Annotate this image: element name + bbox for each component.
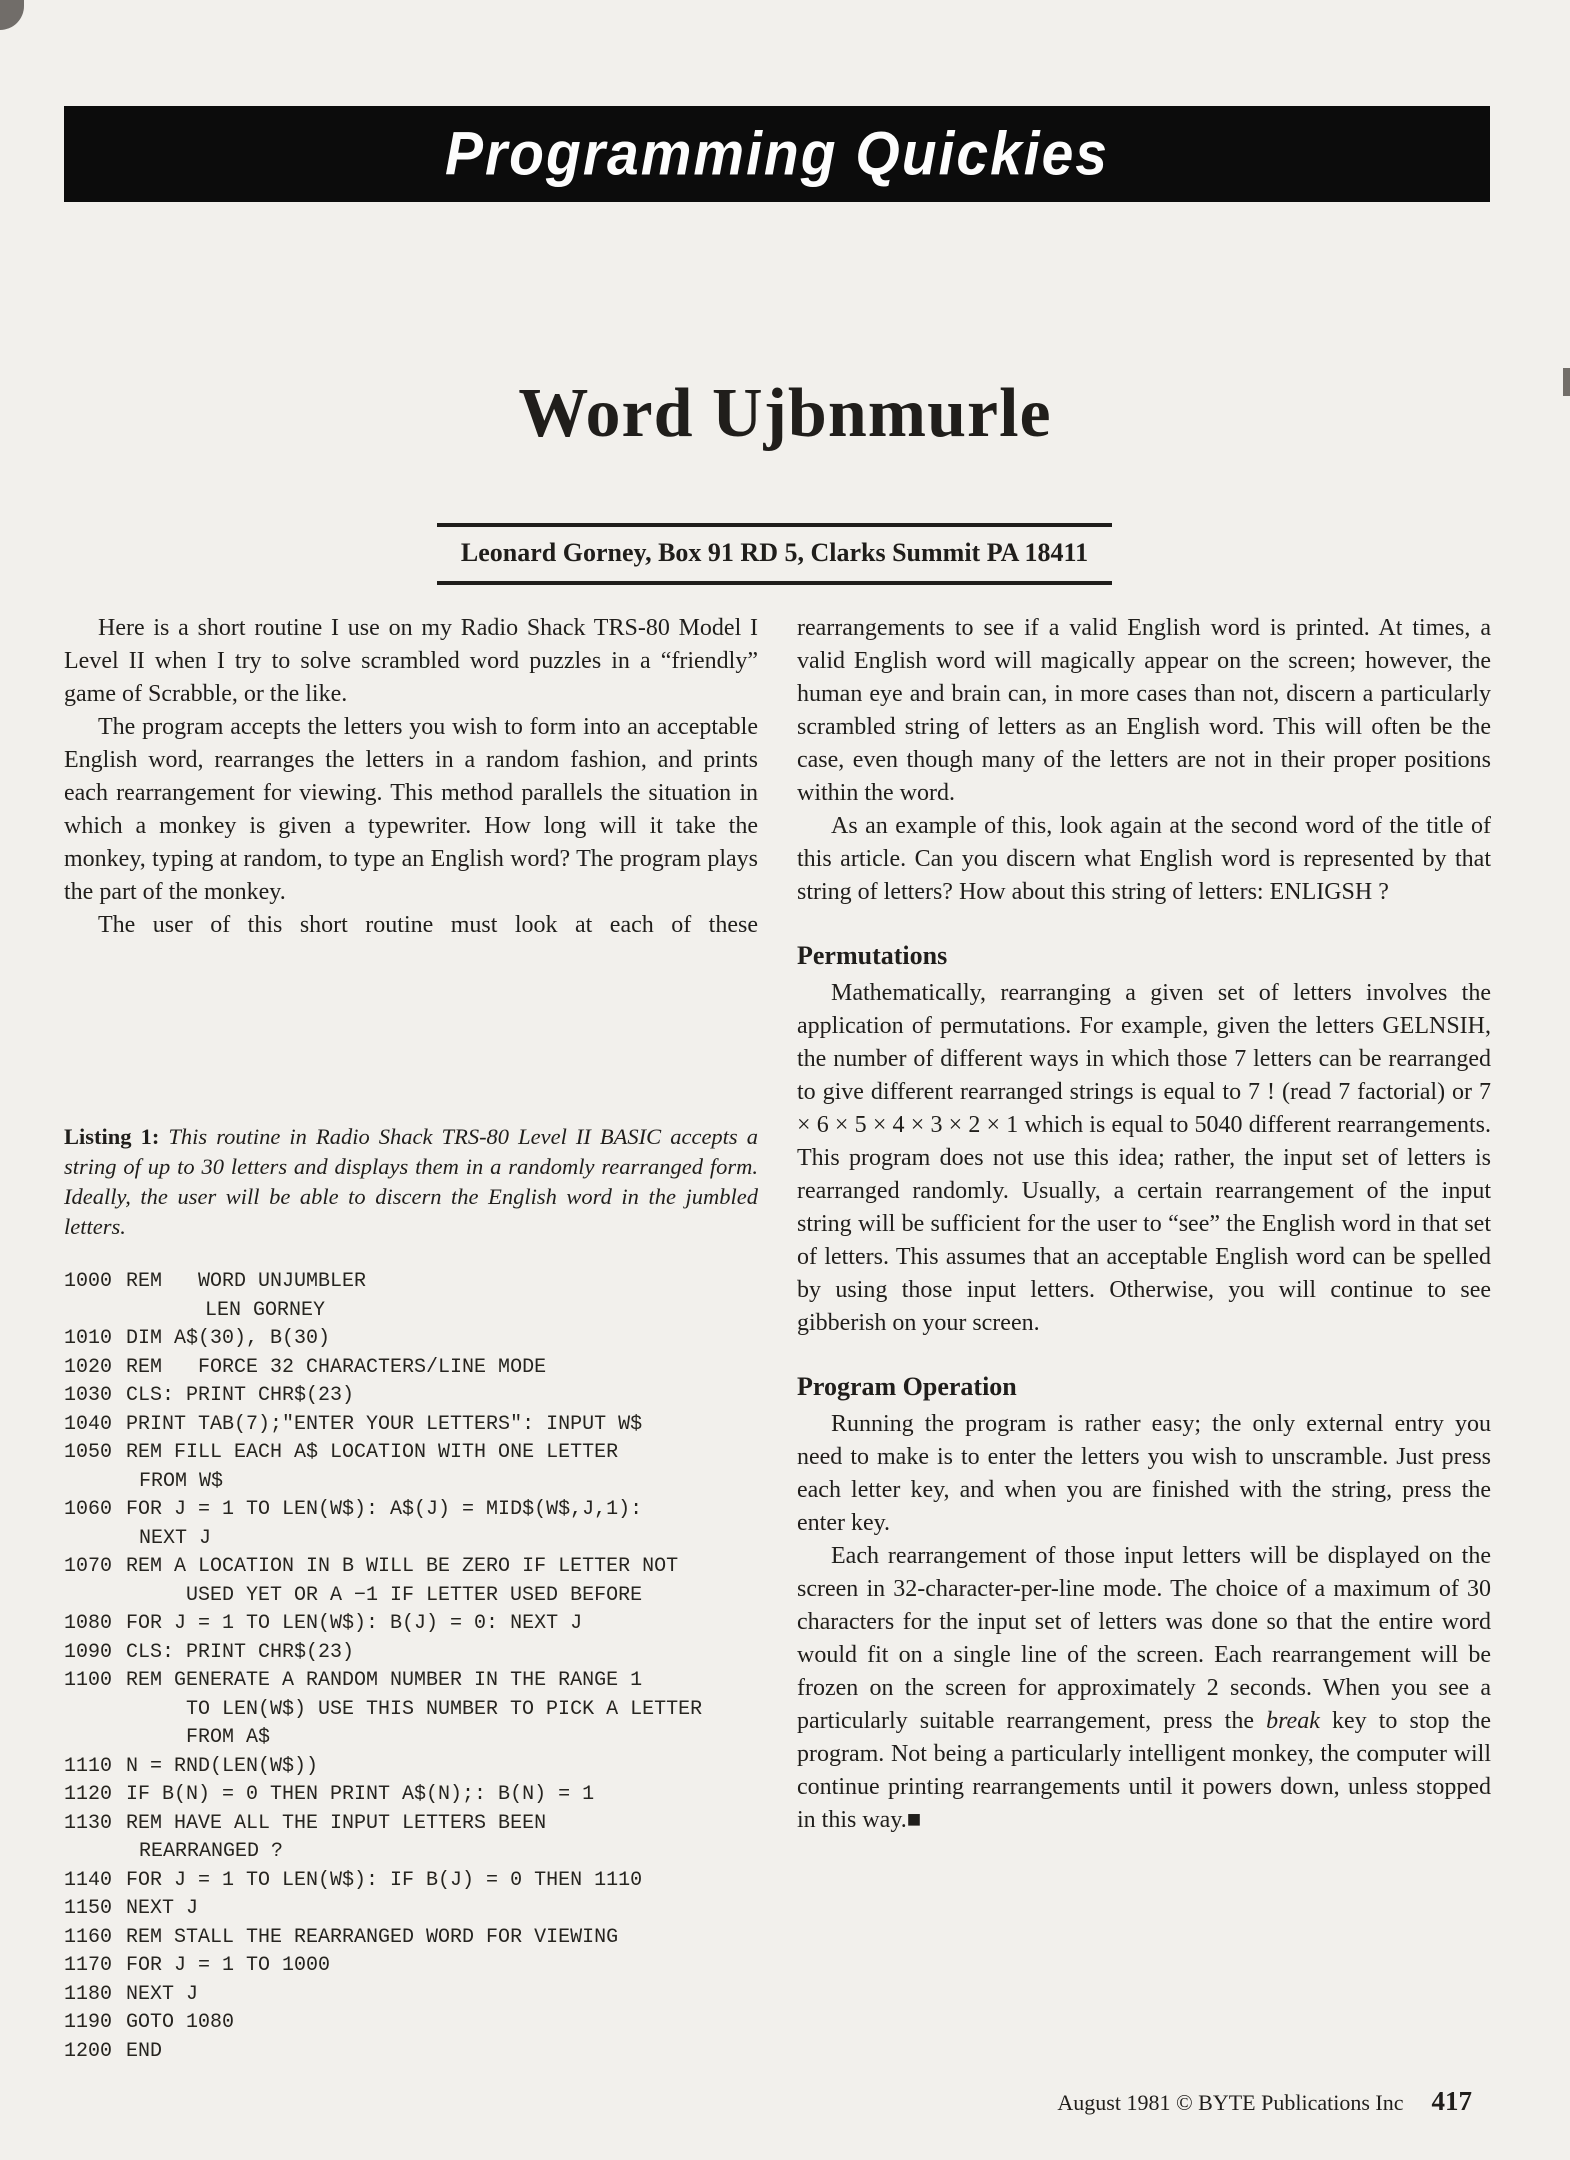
code-line <box>64 1297 770 1326</box>
code-line-number: 1070 <box>64 1555 113 1578</box>
listing-caption <box>64 1122 758 1242</box>
code-line-number: 1110 <box>64 1754 113 1778</box>
article-title: Word Ujbnmurle <box>518 375 1052 452</box>
code-line-text: FROM W$ <box>139 1469 224 1493</box>
paragraph: Running the program is rather easy; the only external entry you need to make is to enter the letters you wish to unscramble. Just press each letter key, and when you are finished with the string, press the enter key. <box>797 1411 1491 1536</box>
code-line <box>64 1639 770 1668</box>
code-line-number: 1200 <box>64 2039 113 2063</box>
code-line-text: FOR J = 1 TO LEN(W$): IF B(J) = 0 THEN 1110 <box>126 1868 643 1892</box>
code-line-text: NEXT J <box>139 1526 212 1550</box>
code-line <box>64 1496 770 1525</box>
code-line-text: CLS: PRINT CHR$(23) <box>126 1384 355 1407</box>
code-line-text: NEXT J <box>126 1897 199 1920</box>
code-line-text: REM FORCE 32 CHARACTERS/LINE MODE <box>126 1355 547 1379</box>
code-line-text: REM A LOCATION IN B WILL BE ZERO IF LETTER NOT <box>126 1555 679 1578</box>
code-line-number <box>64 1582 126 1611</box>
code-line-text: CLS: PRINT CHR$(23) <box>126 1640 355 1664</box>
code-line <box>64 1354 770 1383</box>
code-line <box>64 1952 770 1981</box>
paragraph: Here is a short routine I use on my Radio Shack TRS-80 Model I Level II when I try to solve scrambled word puzzles in a “friendly” game of Scrabble, or the like. <box>64 615 758 707</box>
section-heading-permutations: Permutations <box>797 941 948 970</box>
code-line <box>64 1753 770 1782</box>
paragraph-text: key to stop the program. Not being a particularly intelligent monkey, the computer will continue printing rearrangements until it powers down, unless stopped in this way. <box>797 1708 1491 1833</box>
byline: Leonard Gorney, Box 91 RD 5, Clarks Summit PA 18411 <box>437 523 1112 585</box>
listing-caption-label: Listing 1: <box>64 1124 160 1149</box>
code-line-number: 1020 <box>64 1355 113 1379</box>
code-line-text: FOR J = 1 TO 1000 <box>126 1954 331 1977</box>
code-line <box>64 1724 770 1753</box>
code-line <box>64 1268 770 1297</box>
page-footer <box>1057 2086 1472 2117</box>
code-line <box>64 1924 770 1953</box>
paragraph: Mathematically, rearranging a given set of letters involves the application of permutations. For example, given the letters GELNSIH, the number of different ways in which those 7 letters can be rearranged to give different rearranged strings is equal to 7 ! (read 7 factorial) or 7 × 6 × 5 × 4 × 3 × 2 × 1 which is equal to 5040 different rearrangements. This program does not use this idea; rather, the input set of letters is rearranged randomly. Usually, a certain rearrangement of the input string will be sufficient for the user to “see” the English word in that set of letters. This assumes that an acceptable English word can be spelled by using those input letters. Otherwise, you will continue to see gibberish on your screen. <box>797 980 1491 1336</box>
code-listing <box>64 1268 770 2066</box>
code-line <box>64 1867 770 1896</box>
scan-corner-artifact <box>0 0 24 30</box>
code-line-text: END <box>126 2039 163 2063</box>
right-column <box>797 612 1491 1837</box>
code-line-number: 1150 <box>64 1897 113 1920</box>
code-line-text: REM WORD UNJUMBLER <box>126 1270 367 1293</box>
code-line-number <box>64 1838 126 1867</box>
code-line-number: 1000 <box>64 1270 113 1293</box>
code-line-text: DIM A$(30), B(30) <box>126 1327 331 1350</box>
code-line <box>64 1439 770 1468</box>
code-line <box>64 1382 770 1411</box>
code-line-number: 1140 <box>64 1868 113 1892</box>
paragraph <box>797 1540 1491 1837</box>
code-line-number: 1090 <box>64 1640 113 1664</box>
code-line <box>64 1411 770 1440</box>
code-line-number: 1180 <box>64 1982 113 2006</box>
code-line-number: 1050 <box>64 1441 113 1464</box>
code-line <box>64 2038 770 2067</box>
article-end-mark: ■ <box>906 1807 922 1833</box>
code-line-number: 1060 <box>64 1498 113 1521</box>
code-line <box>64 1810 770 1839</box>
code-line <box>64 1468 770 1497</box>
code-line-number: 1170 <box>64 1954 113 1977</box>
code-line-number: 1120 <box>64 1783 113 1806</box>
code-line <box>64 1838 770 1867</box>
paragraph: rearrangements to see if a valid English word is printed. At times, a valid English word will magically appear on the screen; however, the human eye and brain can, in more cases than not, discern a particularly scrambled string of letters as an English word. This will often be the case, even though many of the letters are not in their proper positions within the word. <box>797 615 1491 806</box>
code-line-number <box>64 1468 126 1497</box>
code-line-number: 1080 <box>64 1612 113 1635</box>
code-line <box>64 1981 770 2010</box>
code-line <box>64 1553 770 1582</box>
left-column <box>64 612 758 942</box>
paragraph-text: Each rearrangement of those input letters will be displayed on the screen in 32-character-per-line mode. The choice of a maximum of 30 characters for the input set of letters was done so that the entire word would fit on a single line of the screen. Each rearrangement will be frozen on the screen for approximately 2 seconds. When you see a particularly suitable rearrangement, press the <box>797 1543 1491 1734</box>
code-line-text: N = RND(LEN(W$)) <box>126 1754 319 1778</box>
code-line-text: FROM A$ <box>186 1726 271 1749</box>
break-key-emphasis: break <box>1266 1708 1320 1734</box>
code-line-number: 1130 <box>64 1811 113 1835</box>
code-line-text: FOR J = 1 TO LEN(W$): B(J) = 0: NEXT J <box>126 1612 583 1635</box>
code-line-number: 1100 <box>64 1669 113 1692</box>
page-number: 417 <box>1431 2086 1472 2116</box>
code-line-number <box>64 1696 126 1725</box>
code-line-text: PRINT TAB(7);"ENTER YOUR LETTERS": INPUT W$ <box>126 1412 643 1436</box>
listing-caption-text: This routine in Radio Shack TRS-80 Level II BASIC accepts a string of up to 30 letters and displays them in a randomly rearranged form. Ideally, the user will be able to discern the English word in the jumbled letters. <box>64 1124 758 1239</box>
section-banner <box>64 106 1490 202</box>
code-line-text: GOTO 1080 <box>126 2011 235 2034</box>
code-line-number <box>64 1724 126 1753</box>
code-line-number: 1030 <box>64 1384 113 1407</box>
code-line <box>64 1781 770 1810</box>
code-line-number <box>64 1525 126 1554</box>
code-line <box>64 2009 770 2038</box>
code-line-number <box>64 1297 126 1326</box>
code-line <box>64 1696 770 1725</box>
section-banner-label: Programming Quickies <box>444 119 1110 189</box>
paragraph: The program accepts the letters you wish to form into an acceptable English word, rearranges the letters in a random fashion, and prints each rearrangement for viewing. This method parallels the situation in which a monkey is given a typewriter. How long will it take the monkey, typing at random, to type an English word? The program plays the part of the monkey. <box>64 714 758 905</box>
code-line-text: FOR J = 1 TO LEN(W$): A$(J) = MID$(W$,J,1): <box>126 1498 643 1521</box>
code-line-text: USED YET OR A −1 IF LETTER USED BEFORE <box>186 1583 643 1607</box>
code-line <box>64 1667 770 1696</box>
paragraph: The user of this short routine must look at each of these <box>98 912 758 938</box>
code-line-number: 1160 <box>64 1925 113 1949</box>
code-line-text: REM FILL EACH A$ LOCATION WITH ONE LETTER <box>126 1441 619 1464</box>
paragraph: As an example of this, look again at the second word of the title of this article. Can you discern what English word is represented by that string of letters? How about this string of letters: ENLIGSH ? <box>797 813 1491 905</box>
code-line-text: LEN GORNEY <box>205 1298 326 1322</box>
code-line-text: REM GENERATE A RANDOM NUMBER IN THE RANGE 1 <box>126 1669 643 1692</box>
code-line <box>64 1325 770 1354</box>
code-line-text: NEXT J <box>126 1982 199 2006</box>
code-line-text: TO LEN(W$) USE THIS NUMBER TO PICK A LETTER <box>186 1697 703 1721</box>
code-line-text: REM HAVE ALL THE INPUT LETTERS BEEN <box>126 1811 547 1835</box>
footer-credit: August 1981 © BYTE Publications Inc <box>1057 2090 1404 2115</box>
code-line-text: IF B(N) = 0 THEN PRINT A$(N);: B(N) = 1 <box>126 1783 595 1806</box>
section-heading-program-operation: Program Operation <box>797 1372 1017 1401</box>
code-line <box>64 1895 770 1924</box>
code-line <box>64 1582 770 1611</box>
code-line <box>64 1525 770 1554</box>
code-line-number: 1010 <box>64 1327 113 1350</box>
code-line-number: 1040 <box>64 1412 113 1436</box>
code-line-text: REARRANGED ? <box>139 1840 284 1863</box>
code-line-number: 1190 <box>64 2011 113 2034</box>
code-line-text: REM STALL THE REARRANGED WORD FOR VIEWING <box>126 1925 619 1949</box>
code-line <box>64 1610 770 1639</box>
